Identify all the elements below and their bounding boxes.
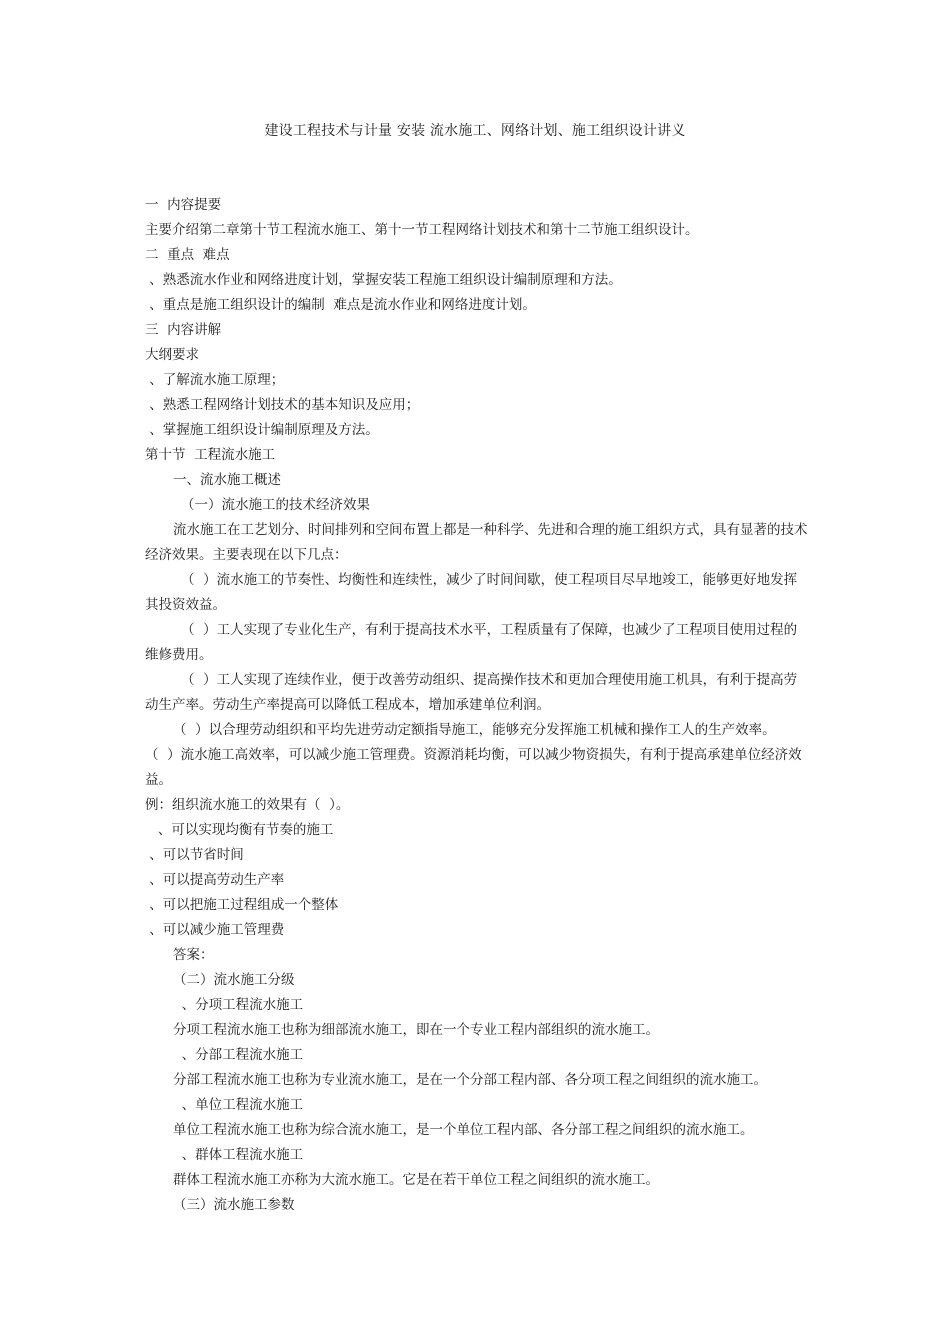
subheading: 一、流水施工概述 [173,472,281,488]
answer-label: 答案： [173,947,214,963]
paragraph: （ ）工人实现了专业化生产，有利于提高技术水平，工程质量有了保障，也减少了工程项目使用过程的维修费用。 [145,622,798,663]
paragraph: 群体工程流水施工亦称为大流水施工。它是在若干单位工程之间组织的流水施工。 [173,1172,659,1188]
option-item: 、可以减少施工管理费 [145,922,285,938]
document-body [145,193,810,1218]
paragraph: 单位工程流水施工也称为综合流水施工，是一个单位工程内部、各分部工程之间组织的流水施工。 [173,1122,754,1138]
option-item: 、可以节省时间 [145,847,244,863]
list-item: 、掌握施工组织设计编制原理及方法。 [145,422,379,438]
list-item: 、熟悉工程网络计划技术的基本知识及应用； [145,397,420,413]
section-heading: 一 内容提要 [145,197,222,213]
option-item: 、可以实现均衡有节奏的施工 [145,822,334,838]
section-heading: 第十节 工程流水施工 [145,447,276,463]
subheading: 、分部工程流水施工 [173,1047,304,1063]
paragraph: 分部工程流水施工也称为专业流水施工，是在一个分部工程内部、各分项工程之间组织的流水施工。 [173,1072,767,1088]
paragraph: （ ）流水施工的节奏性、均衡性和连续性，减少了时间间歇，使工程项目尽早地竣工，能够更好地发挥其投资效益。 [145,572,798,613]
paragraph: 主要介绍第二章第十节工程流水施工、第十一节工程网络计划技术和第十二节施工组织设计。 [145,222,699,238]
section-heading: 二 重点 难点 [145,247,230,263]
option-item: 、可以把施工过程组成一个整体 [145,897,339,913]
section-heading: 三 内容讲解 [145,322,222,338]
paragraph: （ ）以合理劳动组织和平均先进劳动定额指导施工，能够充分发挥施工机械和操作工人的生产效率。 [173,722,776,738]
list-item: 、了解流水施工原理； [145,372,285,388]
list-item: 、熟悉流水作业和网络进度计划，掌握安装工程施工组织设计编制原理和方法。 [145,272,622,288]
subheading: 、分项工程流水施工 [173,997,304,1013]
option-item: 、可以提高劳动生产率 [145,872,285,888]
subheading: （二）流水施工分级 [173,972,295,988]
paragraph: 分项工程流水施工也称为细部流水施工，即在一个专业工程内部组织的流水施工。 [173,1022,659,1038]
subheading: 、单位工程流水施工 [173,1097,304,1113]
subheading: 大纲要求 [145,347,199,363]
subheading: （三）流水施工参数 [173,1197,295,1213]
list-item: 、重点是施工组织设计的编制 难点是流水作业和网络进度计划。 [145,297,536,313]
subheading: 、群体工程流水施工 [173,1147,304,1163]
question: 例：组织流水施工的效果有（ ）。 [145,797,350,813]
paragraph: 流水施工在工艺划分、时间排列和空间布置上都是一种科学、先进和合理的施工组织方式，具有显著的技术经济效果。主要表现在以下几点： [145,522,808,563]
document-title: 建设工程技术与计量 安装 流水施工、网络计划、施工组织设计讲义 [264,123,686,139]
subheading: （一）流水施工的技术经济效果 [181,497,370,513]
paragraph: （ ）工人实现了连续作业，便于改善劳动组织、提高操作技术和更加合理使用施工机具，有利于提高劳动生产率。劳动生产率提高可以降低工程成本，增加承建单位利润。 [145,672,798,713]
paragraph: （ ）流水施工高效率，可以减少施工管理费。资源消耗均衡，可以减少物资损失，有利于提高承建单位经济效益。 [145,747,802,788]
